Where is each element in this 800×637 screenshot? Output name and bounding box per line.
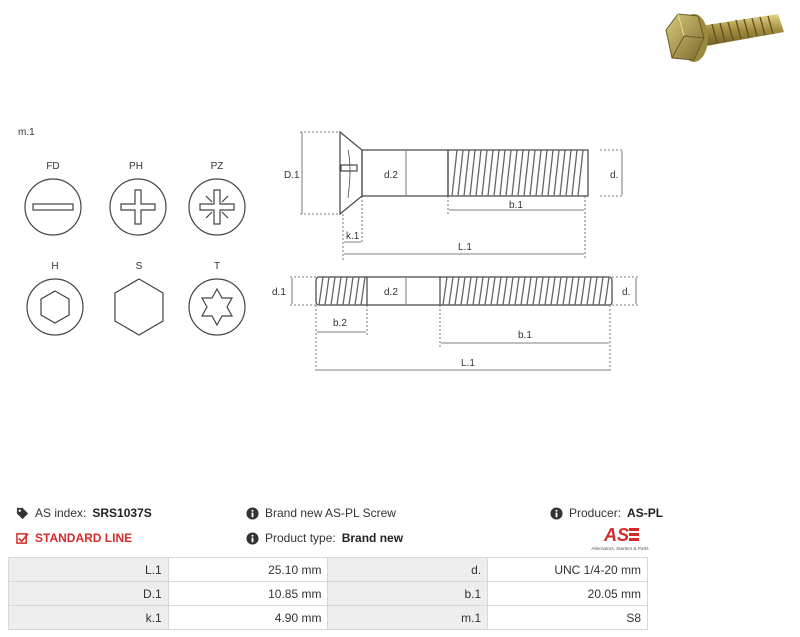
producer-label: Producer: xyxy=(569,506,622,520)
logo-tagline: Alternators, Starters & Parts xyxy=(591,546,649,551)
product-line xyxy=(16,531,132,545)
as-index-value: SRS1037S xyxy=(92,506,152,520)
info-icon xyxy=(246,507,259,520)
as-index xyxy=(16,506,152,520)
info-icon xyxy=(246,532,259,545)
stud-dim-label-d: d. xyxy=(622,287,631,298)
spec-key: d. xyxy=(328,558,488,582)
head-section-label: m.1 xyxy=(18,127,35,138)
stud-dim-label-d1: d.1 xyxy=(272,287,286,298)
dim-label-d: d. xyxy=(610,170,619,181)
technical-diagram xyxy=(0,110,800,390)
spec-key: k.1 xyxy=(9,606,169,630)
spec-value: 25.10 mm xyxy=(168,558,328,582)
producer xyxy=(550,506,663,520)
stud-dim-label-d2: d.2 xyxy=(384,287,398,298)
spec-key: m.1 xyxy=(328,606,488,630)
table-row xyxy=(9,558,648,582)
product-photo xyxy=(660,6,790,68)
stud-dim-label-L1: L.1 xyxy=(461,358,475,369)
hex-head-icon xyxy=(115,279,163,335)
spec-key: L.1 xyxy=(9,558,169,582)
spec-key: D.1 xyxy=(9,582,169,606)
spec-value: UNC 1/4-20 mm xyxy=(488,558,648,582)
spec-value: S8 xyxy=(488,606,648,630)
head-label-ph: PH xyxy=(129,161,143,172)
stud-dim-label-b2: b.2 xyxy=(333,318,347,329)
head-label-t: T xyxy=(213,261,221,272)
torx-head-icon xyxy=(189,279,245,335)
stud-dim-label-b1: b.1 xyxy=(518,330,532,341)
head-label-s: S xyxy=(135,261,143,272)
head-label-fd: FD xyxy=(46,161,60,172)
head-label-h: H xyxy=(51,261,59,272)
as-pl-logo xyxy=(584,523,656,553)
stud-thread-right xyxy=(443,277,609,305)
producer-value: AS-PL xyxy=(627,506,664,520)
pozidriv-head-icon xyxy=(189,179,245,235)
dim-label-L1: L.1 xyxy=(458,242,472,253)
info-icon xyxy=(550,507,563,520)
tag-icon xyxy=(16,507,29,520)
table-row xyxy=(9,606,648,630)
checkbox-check-icon xyxy=(16,532,29,545)
standard-line-label: STANDARD LINE xyxy=(35,531,133,545)
dim-label-D1: D.1 xyxy=(284,170,300,181)
spec-value: 20.05 mm xyxy=(488,582,648,606)
logo-text: AS xyxy=(604,525,630,545)
stud-thread-left xyxy=(319,277,365,305)
dim-label-d2: d.2 xyxy=(384,170,398,181)
slotted-head-icon xyxy=(25,179,81,235)
head-label-pz: PZ xyxy=(210,161,224,172)
countersunk-thread xyxy=(452,150,583,196)
dim-label-b1: b.1 xyxy=(509,200,523,211)
spec-value: 4.90 mm xyxy=(168,606,328,630)
hex-socket-head-icon xyxy=(27,279,83,335)
specs-table xyxy=(8,557,648,630)
product-type xyxy=(246,531,403,545)
product-type-label: Product type: xyxy=(265,531,336,545)
product-type-value: Brand new xyxy=(341,531,404,545)
as-index-label: AS index: xyxy=(35,506,87,520)
brand-new-text: Brand new AS-PL Screw xyxy=(265,506,396,520)
dim-label-k1: k.1 xyxy=(346,231,360,242)
brand-new-info xyxy=(246,506,396,520)
spec-key: b.1 xyxy=(328,582,488,606)
phillips-head-icon xyxy=(110,179,166,235)
spec-value: 10.85 mm xyxy=(168,582,328,606)
table-row xyxy=(9,582,648,606)
